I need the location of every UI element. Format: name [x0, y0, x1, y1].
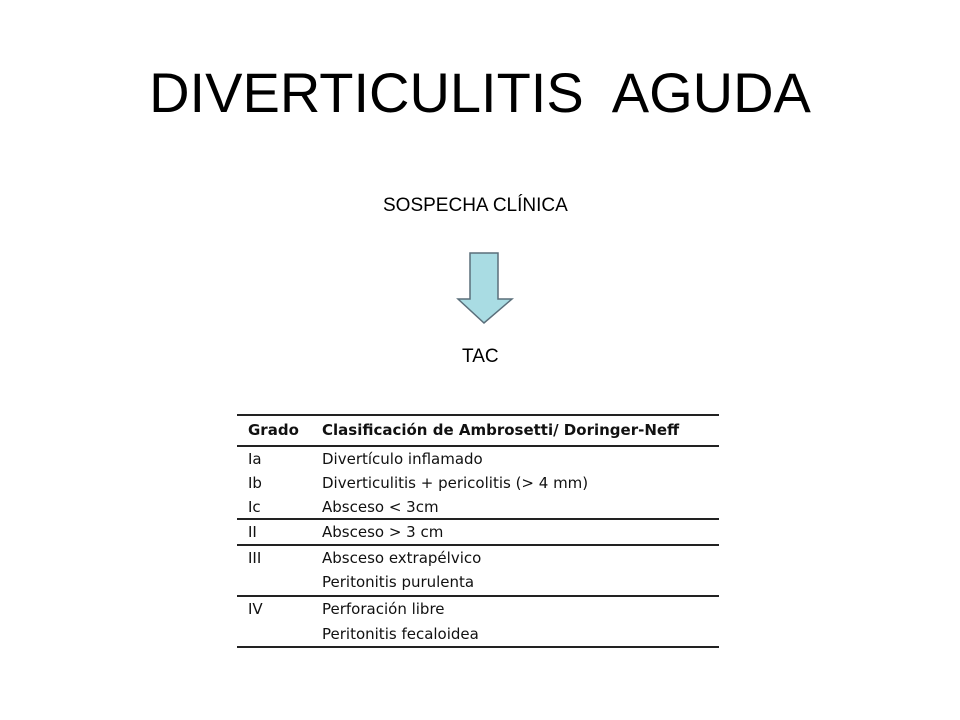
header-classification: Clasificación de Ambrosetti/ Doringer-Neff: [322, 421, 680, 439]
row-grade: III: [248, 549, 262, 567]
row-description: Divertículo inflamado: [322, 450, 483, 468]
table-rule-top: [237, 414, 719, 416]
classification-table: [237, 414, 719, 650]
table-row: [237, 520, 719, 544]
table-row: [237, 597, 719, 621]
row-grade: IV: [248, 600, 263, 618]
table-row: [237, 471, 719, 495]
row-description: Absceso < 3cm: [322, 498, 439, 516]
row-grade: Ic: [248, 498, 261, 516]
table-row: [237, 495, 719, 519]
table-header-row: [237, 418, 719, 442]
header-grade: Grado: [248, 421, 299, 439]
down-arrow-icon: [456, 251, 514, 325]
imaging-label: TAC: [462, 346, 499, 367]
table-row: [237, 622, 719, 646]
row-grade: Ia: [248, 450, 262, 468]
row-description: Absceso > 3 cm: [322, 523, 444, 541]
row-grade: II: [248, 523, 257, 541]
clinical-suspicion-label: SOSPECHA CLÍNICA: [383, 195, 568, 216]
table-row: [237, 570, 719, 594]
slide-title: DIVERTICULITIS AGUDA: [149, 61, 811, 124]
row-description: Diverticulitis + pericolitis (> 4 mm): [322, 474, 589, 492]
row-description: Peritonitis fecaloidea: [322, 625, 479, 643]
table-row: [237, 447, 719, 471]
row-description: Perforación libre: [322, 600, 445, 618]
row-description: Peritonitis purulenta: [322, 573, 475, 591]
table-rule-bottom: [237, 646, 719, 648]
row-description: Absceso extrapélvico: [322, 549, 482, 567]
table-row: [237, 546, 719, 570]
row-grade: Ib: [248, 474, 262, 492]
